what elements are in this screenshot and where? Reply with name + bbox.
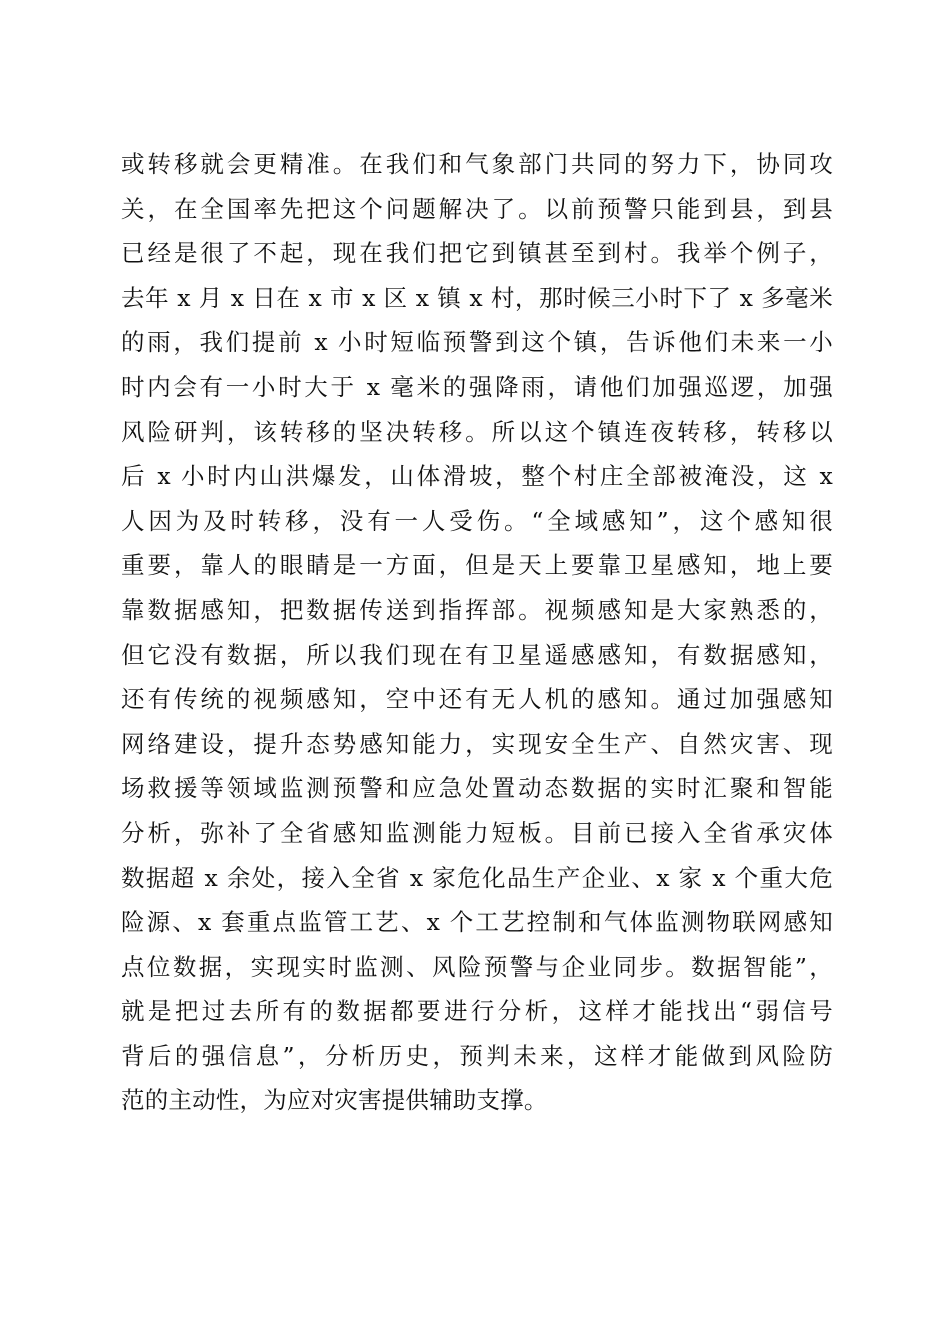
text-line-20: 就是把过去所有的数据都要进行分析，这样才能找出“弱信号 [121,997,833,1026]
text-line-11: 靠数据感知，把数据传送到指挥部。视频感知是大家熟悉的， [121,595,833,624]
text-line-22: 范的主动性，为应对灾害提供辅助支撑。 [121,1086,548,1115]
text-line-12: 但它没有数据，所以我们现在有卫星遥感感知，有数据感知， [121,640,833,669]
text-line-5: 的雨，我们提前 x 小时短临预警到这个镇，告诉他们未来一小 [121,328,833,357]
text-line-16: 分析，弥补了全省感知监测能力短板。目前已接入全省承灾体 [121,818,833,847]
text-line-4: 去年 x 月 x 日在 x 市 x 区 x 镇 x 村，那时候三小时下了 x 多毫米 [121,283,833,312]
text-line-18: 险源、x 套重点监管工艺、x 个工艺控制和气体监测物联网感知 [121,908,833,937]
body-paragraph [121,142,833,1123]
text-line-6: 时内会有一小时大于 x 毫米的强降雨，请他们加强巡逻，加强 [121,372,833,401]
text-line-19: 点位数据，实现实时监测、风险预警与企业同步。数据智能”， [121,952,833,981]
text-line-2: 关，在全国率先把这个问题解决了。以前预警只能到县，到县 [121,194,833,223]
text-line-17: 数据超 x 余处，接入全省 x 家危化品生产企业、x 家 x 个重大危 [121,863,833,892]
text-line-10: 重要，靠人的眼睛是一方面，但是天上要靠卫星感知，地上要 [121,551,833,580]
text-line-8: 后 x 小时内山洪爆发，山体滑坡，整个村庄全部被淹没，这 x [121,462,833,491]
text-line-14: 网络建设，提升态势感知能力，实现安全生产、自然灾害、现 [121,729,833,758]
text-line-15: 场救援等领域监测预警和应急处置动态数据的实时汇聚和智能 [121,774,833,803]
text-line-21: 背后的强信息”，分析历史，预判未来，这样才能做到风险防 [121,1041,833,1070]
text-line-7: 风险研判，该转移的坚决转移。所以这个镇连夜转移，转移以 [121,417,833,446]
text-line-9: 人因为及时转移，没有一人受伤。“全域感知”，这个感知很 [121,506,833,535]
text-line-3: 已经是很了不起，现在我们把它到镇甚至到村。我举个例子， [121,239,833,268]
text-line-1: 或转移就会更精准。在我们和气象部门共同的努力下，协同攻 [121,150,833,178]
text-line-13: 还有传统的视频感知，空中还有无人机的感知。通过加强感知 [121,685,833,714]
